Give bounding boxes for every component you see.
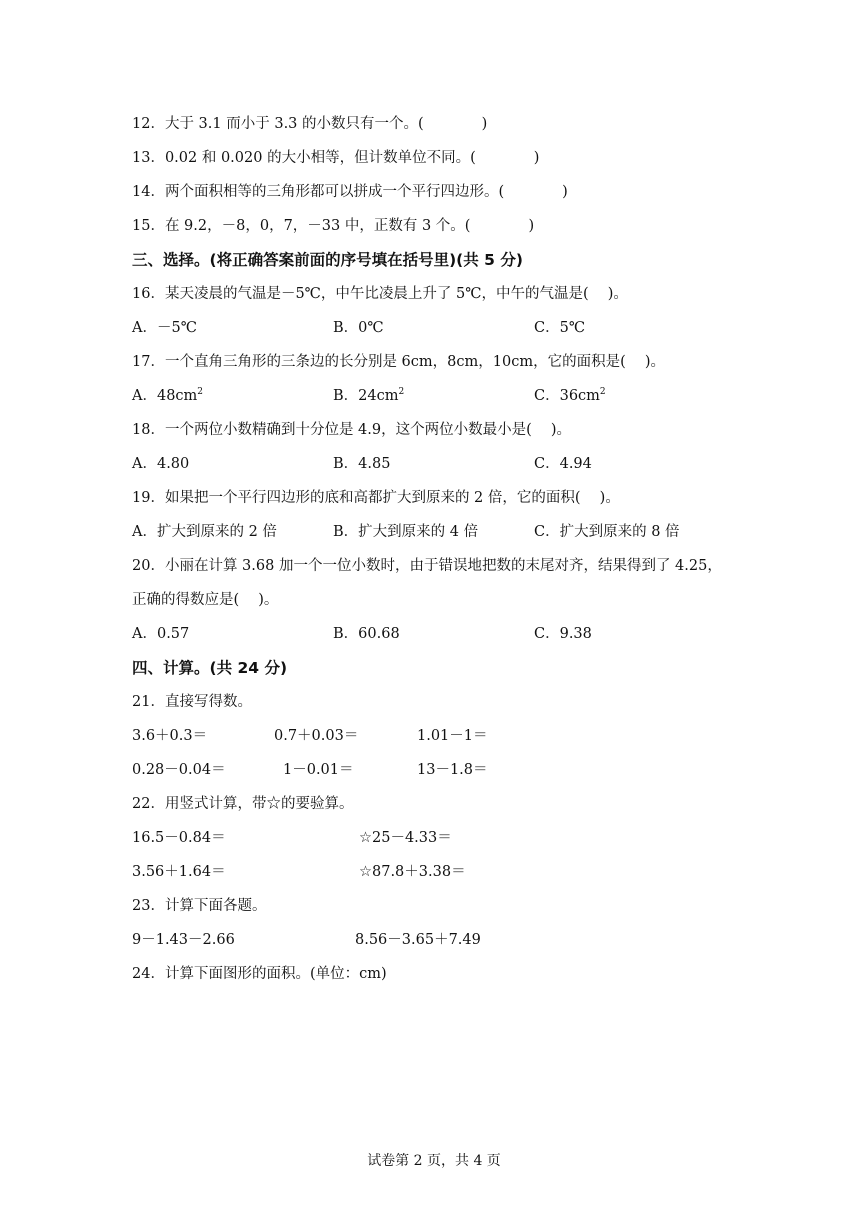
question-20-line-1: 20．小丽在计算 3.68 加一个一位小数时，由于错误地把数的末尾对齐，结果得到了 4.25，	[132, 558, 722, 574]
q19-option-c: C．扩大到原来的 8 倍	[534, 524, 680, 540]
q20-option-a: A．0.57	[132, 626, 190, 642]
q17-option-a-sup: 2	[197, 387, 204, 397]
q21-item: 1－0.01＝	[283, 762, 354, 778]
q17-option-c-sup: 2	[599, 387, 606, 397]
q21-item: 0.7＋0.03＝	[274, 728, 359, 744]
q23-item: 8.56－3.65＋7.49	[355, 932, 481, 948]
q19-option-b: B．扩大到原来的 4 倍	[333, 524, 479, 540]
q17-option-a	[132, 386, 203, 406]
q21-item: 3.6＋0.3＝	[132, 728, 208, 744]
q17-option-a-label: A．48cm	[132, 388, 198, 404]
page-footer: 试卷第 2 页，共 4 页	[367, 1153, 501, 1169]
q16-option-b: B．0℃	[333, 320, 384, 336]
question-19: 19．如果把一个平行四边形的底和高都扩大到原来的 2 倍，它的面积( )。	[132, 490, 620, 506]
q22-item: 16.5－0.84＝	[132, 830, 226, 846]
judge-q13: 13．0.02 和 0.020 的大小相等，但计数单位不同。( )	[132, 150, 540, 166]
q21-item: 0.28－0.04＝	[132, 762, 226, 778]
judge-q14: 14．两个面积相等的三角形都可以拼成一个平行四边形。( )	[132, 184, 568, 200]
q18-option-a: A．4.80	[132, 456, 190, 472]
question-21: 21．直接写得数。	[132, 694, 252, 710]
q20-option-c: C．9.38	[534, 626, 592, 642]
question-23: 23．计算下面各题。	[132, 898, 267, 914]
q23-item: 9－1.43－2.66	[132, 932, 235, 948]
q21-item: 13－1.8＝	[417, 762, 488, 778]
q16-option-a: A．－5℃	[132, 320, 197, 336]
q16-option-c: C．5℃	[534, 320, 586, 336]
q17-option-c-label: C．36cm	[534, 388, 600, 404]
q22-item: ☆25－4.33＝	[359, 830, 452, 846]
judge-q12: 12．大于 3.1 而小于 3.3 的小数只有一个。( )	[132, 116, 488, 132]
q17-option-c	[534, 386, 606, 406]
q17-option-b	[333, 386, 404, 406]
question-24: 24．计算下面图形的面积。(单位：cm)	[132, 966, 387, 982]
question-16: 16．某天凌晨的气温是－5℃，中午比凌晨上升了 5℃，中午的气温是( )。	[132, 286, 628, 302]
q21-item: 1.01－1＝	[417, 728, 488, 744]
section-4-title: 四、计算。(共 24 分)	[132, 659, 288, 677]
section-3-title: 三、选择。(将正确答案前面的序号填在括号里)(共 5 分)	[132, 251, 523, 269]
q17-option-b-label: B．24cm	[333, 388, 399, 404]
question-22: 22．用竖式计算，带☆的要验算。	[132, 796, 354, 812]
q20-option-b: B．60.68	[333, 626, 400, 642]
q18-option-c: C．4.94	[534, 456, 592, 472]
q19-option-a: A．扩大到原来的 2 倍	[132, 524, 277, 540]
question-17: 17．一个直角三角形的三条边的长分别是 6cm，8cm，10cm，它的面积是( )。	[132, 354, 665, 370]
question-20-line-2: 正确的得数应是( )。	[132, 592, 279, 608]
q22-item: 3.56＋1.64＝	[132, 864, 226, 880]
q17-option-b-sup: 2	[398, 387, 405, 397]
question-18: 18．一个两位小数精确到十分位是 4.9，这个两位小数最小是( )。	[132, 422, 572, 438]
q22-item: ☆87.8＋3.38＝	[359, 864, 466, 880]
judge-q15: 15．在 9.2，－8，0，7，－33 中，正数有 3 个。( )	[132, 218, 535, 234]
q18-option-b: B．4.85	[333, 456, 391, 472]
